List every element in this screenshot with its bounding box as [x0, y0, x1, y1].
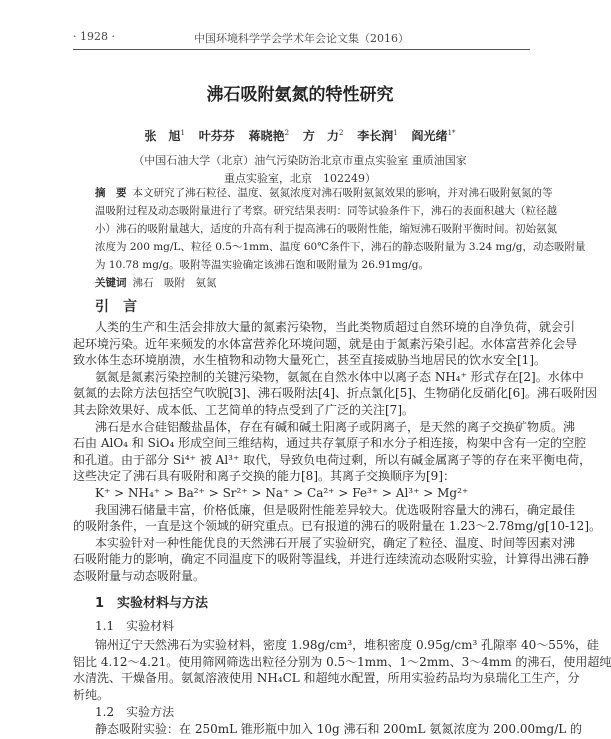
page-number: · 1928 ·: [73, 30, 115, 43]
journal-name: 中国环境科学学会学术年会论文集（2016）: [194, 32, 409, 45]
body-line: 这些决定了沸石具有吸附和离子交换的能力[8]。其离子交换顺序为[9]：: [73, 469, 455, 484]
body-line: 铝比 4.12～4.21。使用筛网筛选出粒径分别为 0.5～1mm、1～2mm、3～4mm 的沸石，使用超纯: [73, 654, 611, 669]
body-line: 石吸附能力的影响，确定不同温度下的吸附等温线，并进行连续流动态吸附实验，计算得出沸石静: [73, 552, 590, 567]
author: 阎光绪$^{1*}$: [411, 129, 456, 143]
body-line: 析纯。: [73, 687, 110, 702]
subsection-heading-1-1: 1.1 实验材料: [95, 619, 175, 633]
section1-2-body: [73, 721, 583, 738]
abstract-line: 摘 要 本文研究了沸石粒径、温度、氨氮浓度对沸石吸附氨氮效果的影响，并对沸石吸附氨氮的等: [95, 187, 553, 199]
abstract-line: 为 10.78 mg/g。吸附等温实验确定该沸石饱和吸附量为 26.91mg/g。: [95, 259, 430, 271]
author: 叶芬芬: [198, 129, 235, 143]
body-line: 氨氮是氮素污染控制的关键污染物，氨氮在自然水体中以离子态 NH₄⁺ 形式存在[2]。水体中: [95, 369, 584, 384]
author-list: [0, 127, 600, 144]
abstract-line: 小）沸石的吸附量越大，适度的升高有利于提高沸石的吸附性能，缩短沸石吸附平衡时间。初始氨氮: [95, 223, 557, 235]
keywords: 关键词 沸石 吸附 氨氮: [95, 277, 217, 289]
abstract: [95, 184, 586, 292]
section1-1-body: [73, 637, 611, 703]
body-line: 态吸附量与动态吸附量。: [73, 568, 206, 583]
body-line: 锦州辽宁天然沸石为实验材料，密度 1.98g/cm³，堆积密度 0.95g/cm³ 孔隙率 40～55%，硅: [95, 638, 599, 652]
body-line: 的吸附条件，一直是这个领域的研究重点。已有报道的沸石的吸附量在 1.23～2.78mg/g[10-12]。: [73, 519, 601, 534]
body-line: 沸石是水合硅铝酸盐晶体，存在有碱和碱土阳离子或阴离子，是天然的离子交换矿物质。沸: [95, 419, 576, 434]
author: 蒋晓艳$^2$: [248, 129, 290, 143]
affiliation-line: （中国石油大学（北京）油气污染防治北京市重点实验室 重质油国家: [133, 154, 467, 167]
body-line: 石由 AlO₄ 和 SiO₄ 形成空间三维结构，通过共存氧原子和水分子相连接，构架中含有一定的空腔: [73, 436, 587, 451]
body-line: 氨氮的去除方法包括空气吹脱[3]、沸石吸附法[4]、折点氯化[5]、生物硝化反硝化[6]。沸石吸附因: [73, 386, 597, 401]
body-line: 我国沸石储量丰富，价格低廉，但是吸附性能差异较大。优选吸附容量大的沸石，确定最佳: [95, 502, 576, 517]
abstract-label: 摘 要: [95, 187, 127, 199]
abstract-line: 温吸附过程及动态吸附量进行了考察。研究结果表明：同等试验条件下，沸石的表面积越大（粒径越: [95, 205, 557, 217]
body-line: 静态吸附实验：在 250mL 锥形瓶中加入 10g 沸石和 200mL 氨氮浓度为 200.00mg/L 的: [95, 722, 583, 736]
author: 方 力$^2$: [302, 129, 344, 143]
author: 李长润$^1$: [357, 129, 398, 143]
body-line: 水清洗、干燥备用。氨氮溶液使用 NH₄CL 和超纯水配置，所用实验药品均为泉瑞化工生产，分: [73, 671, 580, 686]
running-header: [73, 30, 530, 48]
keywords-label: 关键词: [95, 277, 127, 289]
header-rule: [73, 49, 530, 50]
body-line: 致水体生态环境崩溃，水生植物和动物大量死亡，甚至直接威胁当地居民的饮水安全[1]。: [73, 353, 547, 368]
subsection-heading-1-2: 1.2 实验方法: [95, 705, 175, 719]
body-line: 本实验针对一种性能优良的天然沸石开展了实验研究，确定了粒径、温度、时间等因素对沸: [95, 535, 576, 550]
intro-body: [73, 319, 601, 585]
section-heading-intro: 引 言: [95, 299, 137, 315]
affiliation-line: 重点实验室，北京 102249）: [224, 172, 376, 185]
body-line: 其去除效果好、成本低、工艺简单的特点受到了广泛的关注[7]。: [73, 402, 415, 417]
section-heading-1: 1 实验材料与方法: [95, 596, 209, 611]
author: 张 旭$^1$: [144, 129, 185, 143]
abstract-line: 浓度为 200 mg/L、粒径 0.5～1mm、温度 60℃条件下，沸石的静态吸附量为 3.24 mg/g，动态吸附量: [95, 241, 586, 253]
paper-title: 沸石吸附氨氮的特性研究: [206, 85, 394, 105]
body-line: 人类的生产和生活会排放大量的氮素污染物，当此类物质超过自然环境的自净负荷，就会引: [95, 320, 576, 334]
ion-exchange-sequence: K⁺ > NH₄⁺ > Ba²⁺ > Sr²⁺ > Na⁺ > Ca²⁺ > Fe³⁺ > Al³⁺ > Mg²⁺: [95, 485, 469, 500]
body-line: 起环境污染。近年来频发的水体富营养化环境问题，就是由于氮素污染引起。水体富营养化会导: [73, 336, 578, 351]
body-line: 和孔道。由于部分 Si⁴⁺ 被 Al³⁺ 取代，导致负电荷过剩，所以有碱金属离子等的存在来平衡电荷，: [73, 452, 592, 467]
